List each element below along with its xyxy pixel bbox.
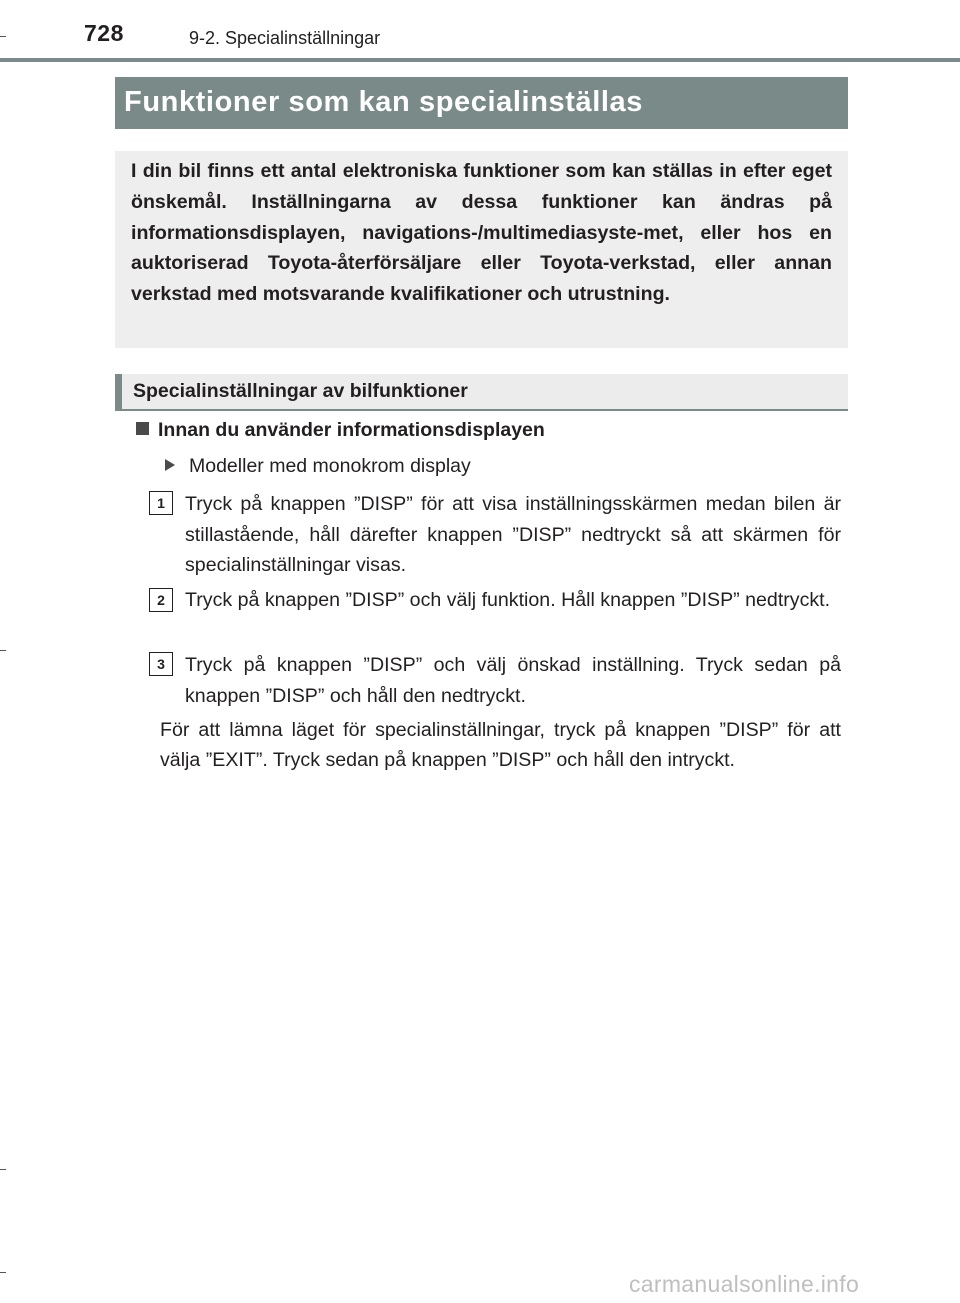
sub-item-text: Modeller med monokrom display	[189, 455, 471, 477]
intro-box	[115, 151, 848, 348]
crop-mark	[0, 1272, 6, 1273]
square-bullet-icon	[136, 422, 149, 435]
page-number: 728	[84, 20, 124, 46]
crop-mark	[0, 1169, 6, 1170]
step-number-badge: 3	[149, 652, 173, 676]
crop-mark	[0, 650, 6, 651]
bullet-heading	[136, 419, 545, 442]
triangle-bullet-icon	[165, 459, 175, 471]
bullet-heading-text: Innan du använder informationsdisplayen	[158, 419, 545, 441]
page-header	[0, 0, 960, 64]
section-reference: 9-2. Specialinställningar	[189, 28, 381, 48]
step-text: Tryck på knappen ”DISP” och välj önskad inställning. Tryck sedan på knappen ”DISP” och håll den nedtryckt.	[185, 654, 841, 707]
header-rule	[0, 58, 960, 62]
step-text: Tryck på knappen ”DISP” för att visa inställningsskärmen medan bilen är stillastående, håll därefter knappen ”DISP” nedtryckt så att skärmen för specialinställningar visas.	[185, 493, 841, 576]
closing-paragraph: För att lämna läget för specialinställningar, tryck på knappen ”DISP” för att välja ”EXIT”. Tryck sedan på knappen ”DISP” och håll den intryckt.	[160, 719, 841, 771]
title-bar	[115, 77, 848, 129]
sub-item	[160, 455, 471, 478]
step-number-badge: 2	[149, 588, 173, 612]
section-heading	[115, 374, 848, 411]
section-heading-text: Specialinställningar av bilfunktioner	[133, 380, 468, 402]
step-number-badge: 1	[149, 491, 173, 515]
step-text: Tryck på knappen ”DISP” och välj funktion. Håll knappen ”DISP” nedtryckt.	[185, 589, 831, 611]
footer-watermark: carmanualsonline.info	[629, 1271, 860, 1297]
intro-text: I din bil finns ett antal elektroniska funktioner som kan ställas in efter eget önskemål. Inställningarna av dessa funktioner kan ändras på informationsdisplayen, navigations-/multimediasyste-met, eller hos en auktoriserad Toyota-återförsäljare eller Toyota-verkstad, eller annan verkstad med motsvarande kvalifikationer och utrustning.	[131, 160, 832, 306]
page-title: Funktioner som kan specialinställas	[124, 86, 643, 118]
